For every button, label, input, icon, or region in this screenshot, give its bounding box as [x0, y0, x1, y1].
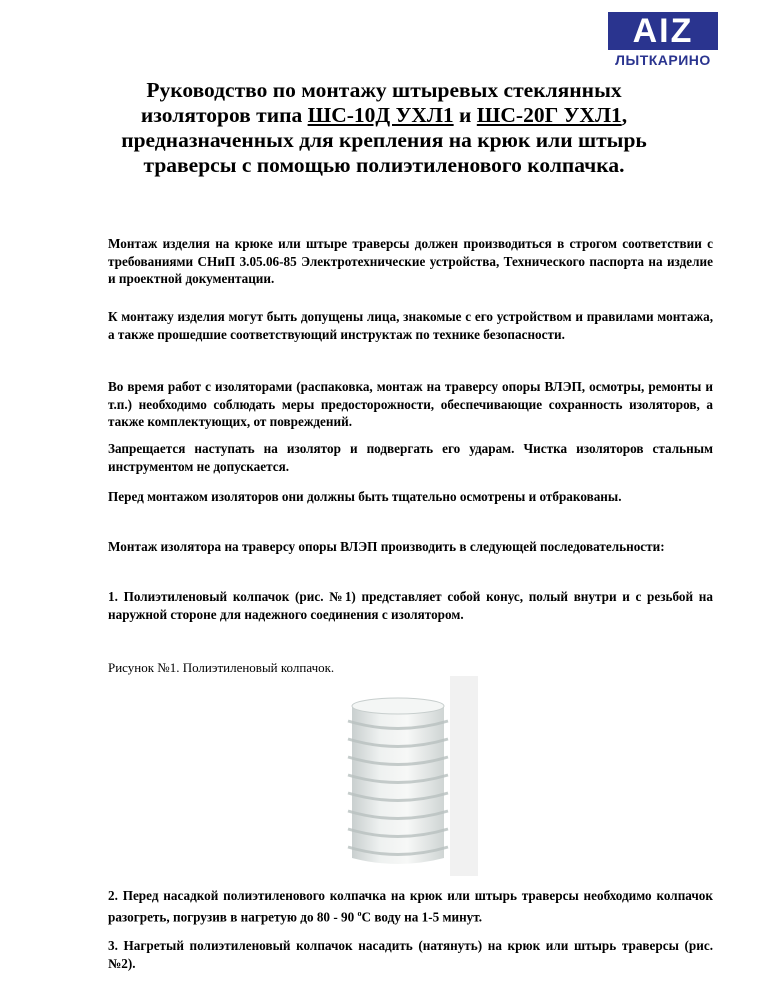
model-2: ШС-20Г УХЛ1	[476, 103, 622, 127]
paragraph-step-2	[108, 887, 713, 925]
title-line-3: предназначенных для крепления на крюк или штырь	[121, 128, 647, 152]
figure-caption: Рисунок №1. Полиэтиленовый колпачок.	[108, 660, 335, 675]
paragraph-sequence: Монтаж изолятора на траверсу опоры ВЛЭП производить в следующей последовательности:	[108, 539, 665, 554]
degree-mark: о	[357, 908, 362, 918]
paragraph-personnel: К монтажу изделия могут быть допущены лица, знакомые с его устройством и правилами монтажа, а также прошедшие соответствующий инструктаж по технике безопасности.	[108, 309, 713, 342]
paragraph-inspection: Перед монтажом изоляторов они должны быть тщательно осмотрены и отбракованы.	[108, 489, 622, 504]
paragraph-precautions: Во время работ с изоляторами (распаковка, монтаж на траверсу опоры ВЛЭП, осмотры, ремонты и т.п.) необходимо соблюдать меры предосторожности, обеспечивающие сохранность изоляторов, а также комплектующих, от повреждений.	[108, 379, 713, 429]
polyethylene-cap-image	[318, 676, 478, 876]
title-conj: и	[453, 103, 477, 127]
paragraph-step-3: 3. Нагретый полиэтиленовый колпачок насадить (натянуть) на крюк или штырь траверсы (рис. №2).	[108, 938, 713, 971]
title-line-2	[80, 103, 688, 128]
step-2-text-end: С воду на 1-5 минут.	[361, 908, 483, 924]
logo-brand: AIZ	[608, 12, 718, 50]
page-title	[80, 78, 688, 178]
title-line-4: траверсы с помощью полиэтиленового колпачка.	[143, 153, 625, 177]
paragraph-standards: Монтаж изделия на крюке или штыре траверсы должен производиться в строгом соответствии с требованиями СНиП 3.05.06-85 Электротехнические устройства, Технического паспорта на изделие и проектной документации.	[108, 236, 713, 286]
logo-city: ЛЫТКАРИНО	[615, 52, 711, 68]
title-suffix: ,	[621, 103, 628, 127]
paragraph-prohibitions: Запрещается наступать на изолятор и подвергать его ударам. Чистка изоляторов стальным инструментом не допускается.	[108, 441, 713, 474]
aiz-logo	[608, 12, 718, 68]
step-2-text: 2. Перед насадкой полиэтиленового колпачка на крюк или штырь траверсы необходимо колпачок разогреть, погрузив в нагретую до 80 - 90	[108, 888, 713, 924]
title-line-1: Руководство по монтажу штыревых стеклянных	[146, 78, 622, 102]
paragraph-step-1: 1. Полиэтиленовый колпачок (рис. №1) представляет собой конус, полый внутри и с резьбой на наружной стороне для надежного соединения с изолятором.	[108, 589, 713, 622]
model-1: ШС-10Д УХЛ1	[307, 103, 454, 127]
title-prefix: изоляторов типа	[140, 103, 308, 127]
